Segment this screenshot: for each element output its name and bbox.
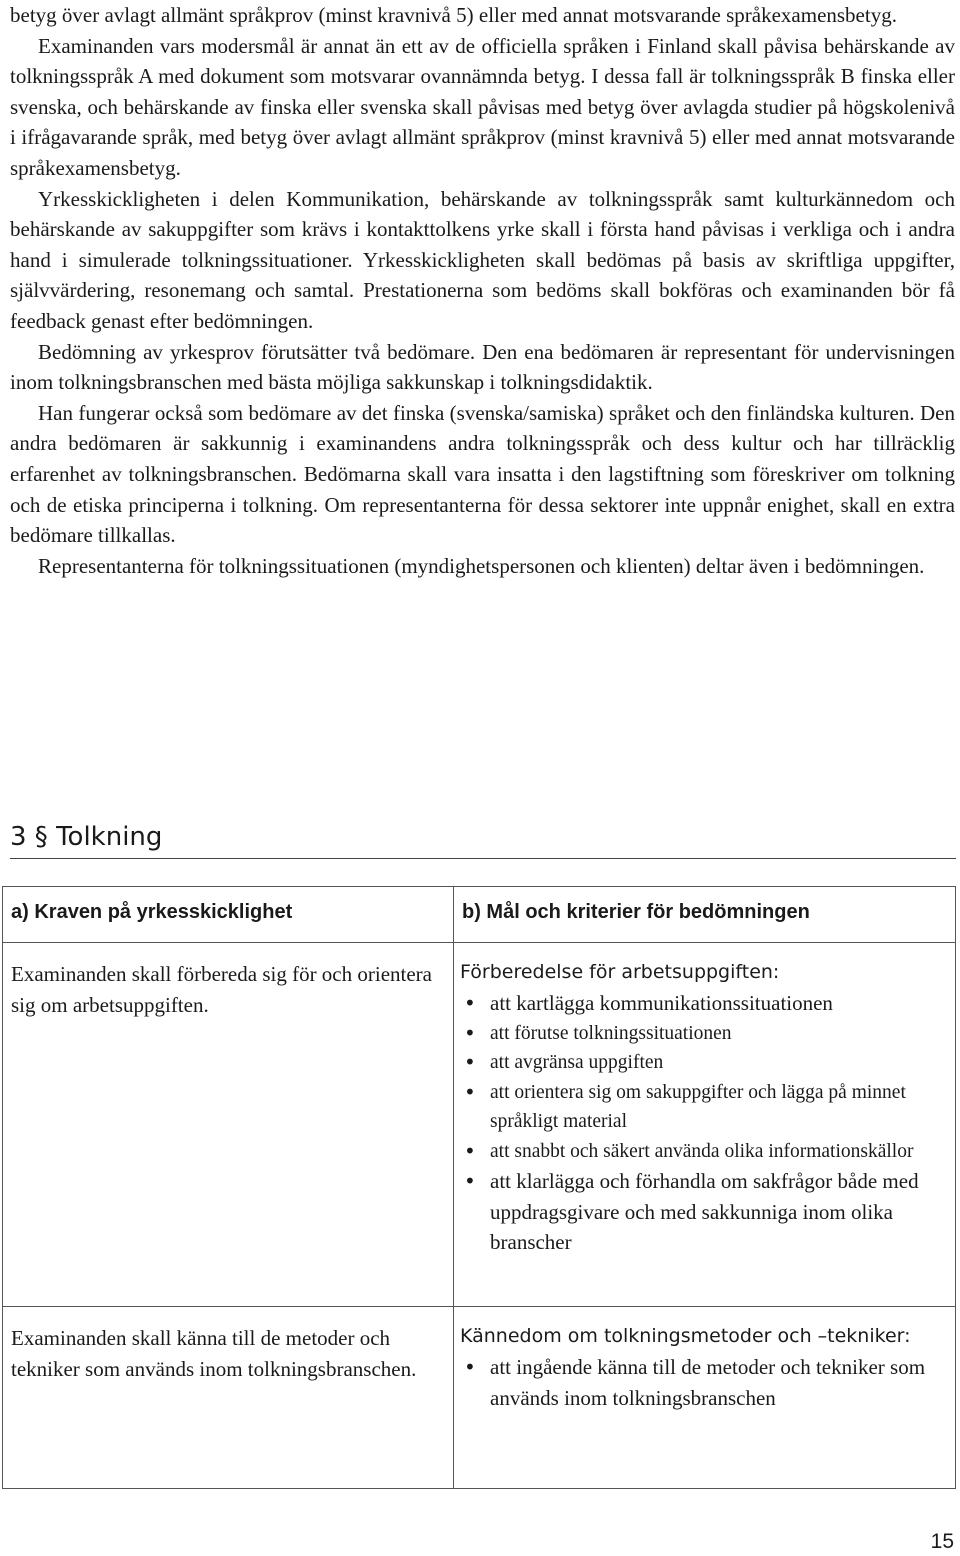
paragraph: Examinanden vars modersmål är annat än ett av de officiella språken i Finland skall påvisa behärskande av tolkningsspråk A med dokument som motsvarar ovannämnda betyg. I dessa fall är tolkningsspråk B finska eller svenska, och behärskande av finska eller svenska skall påvisas med betyg över avlagda studier på högskolenivå i ifrågavarande språk, med betyg över avlagt allmänt språkprov (minst kravnivå 5) eller med annat motsvarande språkexamensbetyg. bbox=[10, 33, 955, 180]
criteria-cell bbox=[454, 1307, 956, 1489]
criteria-title: Kännedom om tolkningsmetoder och –tekniker: bbox=[460, 1325, 911, 1347]
table-row bbox=[3, 1307, 956, 1489]
paragraph: betyg över avlagt allmänt språkprov (minst kravnivå 5) eller med annat motsvarande språkexamensbetyg. bbox=[10, 3, 897, 27]
criteria-list bbox=[460, 1352, 947, 1413]
page-number: 15 bbox=[930, 1530, 954, 1553]
list-item: • att förutse tolkningssituationen bbox=[460, 1019, 947, 1049]
criteria-list bbox=[460, 988, 947, 1258]
list-item: • att klarlägga och förhandla om sakfrågor både med uppdragsgivare och med sakkunniga inom olika branscher bbox=[460, 1166, 947, 1258]
paragraph: Yrkesskickligheten i delen Kommunikation, behärskande av tolkningsspråk samt kulturkännedom och behärskande av sakuppgifter som krävs i kontakttolkens yrke skall i första hand påvisas i verkliga och i andra hand i simulerade tolkningssituationer. Yrkesskickligheten skall bedömas på basis av skriftliga uppgifter, självvärdering, resonemang och samtal. Prestationerna som bedöms skall bokföras och examinanden bör få feedback genast efter bedömningen. bbox=[10, 186, 955, 333]
list-item: • att avgränsa uppgiften bbox=[460, 1048, 947, 1078]
body-text bbox=[10, 0, 955, 581]
list-item: • att orientera sig om sakuppgifter och lägga på minnet språkligt material bbox=[460, 1078, 947, 1137]
criteria-title: Förberedelse för arbetsuppgiften: bbox=[460, 961, 780, 983]
column-header-criteria: b) Mål och kriterier för bedömningen bbox=[454, 887, 956, 943]
table-row bbox=[3, 943, 956, 1307]
table-header-row bbox=[3, 887, 956, 943]
paragraph: Representanterna för tolkningssituationen (myndighetspersonen och klienten) deltar även i bedömningen. bbox=[38, 553, 925, 578]
paragraph: Han fungerar också som bedömare av det finska (svenska/samiska) språket och den finländska kulturen. Den andra bedömaren är sakkunnig i examinandens andra tolkningsspråk och dess kultur och har tillräcklig erfarenhet av tolkningsbranschen. Bedömarna skall vara insatta i den lagstiftning som föreskriver om tolkning och de etiska principerna i tolkning. Om representanterna för dessa sektorer inte uppnår enighet, skall en extra bedömare tillkallas. bbox=[10, 400, 955, 548]
paragraph: Bedömning av yrkesprov förutsätter två bedömare. Den ena bedömaren är representant för undervisningen inom tolkningsbranschen med bästa möjliga sakkunskap i tolkningsdidaktik. bbox=[10, 339, 955, 395]
list-item: • att snabbt och säkert använda olika informationskällor bbox=[460, 1137, 947, 1167]
criteria-table bbox=[2, 886, 956, 1489]
requirement-cell: Examinanden skall känna till de metoder och tekniker som används inom tolkningsbranschen. bbox=[3, 1307, 454, 1489]
list-item: • att ingående känna till de metoder och tekniker som används inom tolkningsbranschen bbox=[460, 1352, 947, 1413]
section-heading: 3 § Tolkning bbox=[10, 820, 956, 859]
column-header-requirements: a) Kraven på yrkesskicklighet bbox=[3, 887, 454, 943]
requirement-cell: Examinanden skall förbereda sig för och orientera sig om arbetsuppgiften. bbox=[3, 943, 454, 1307]
criteria-cell bbox=[454, 943, 956, 1307]
list-item: • att kartlägga kommunikationssituationen bbox=[460, 988, 947, 1019]
